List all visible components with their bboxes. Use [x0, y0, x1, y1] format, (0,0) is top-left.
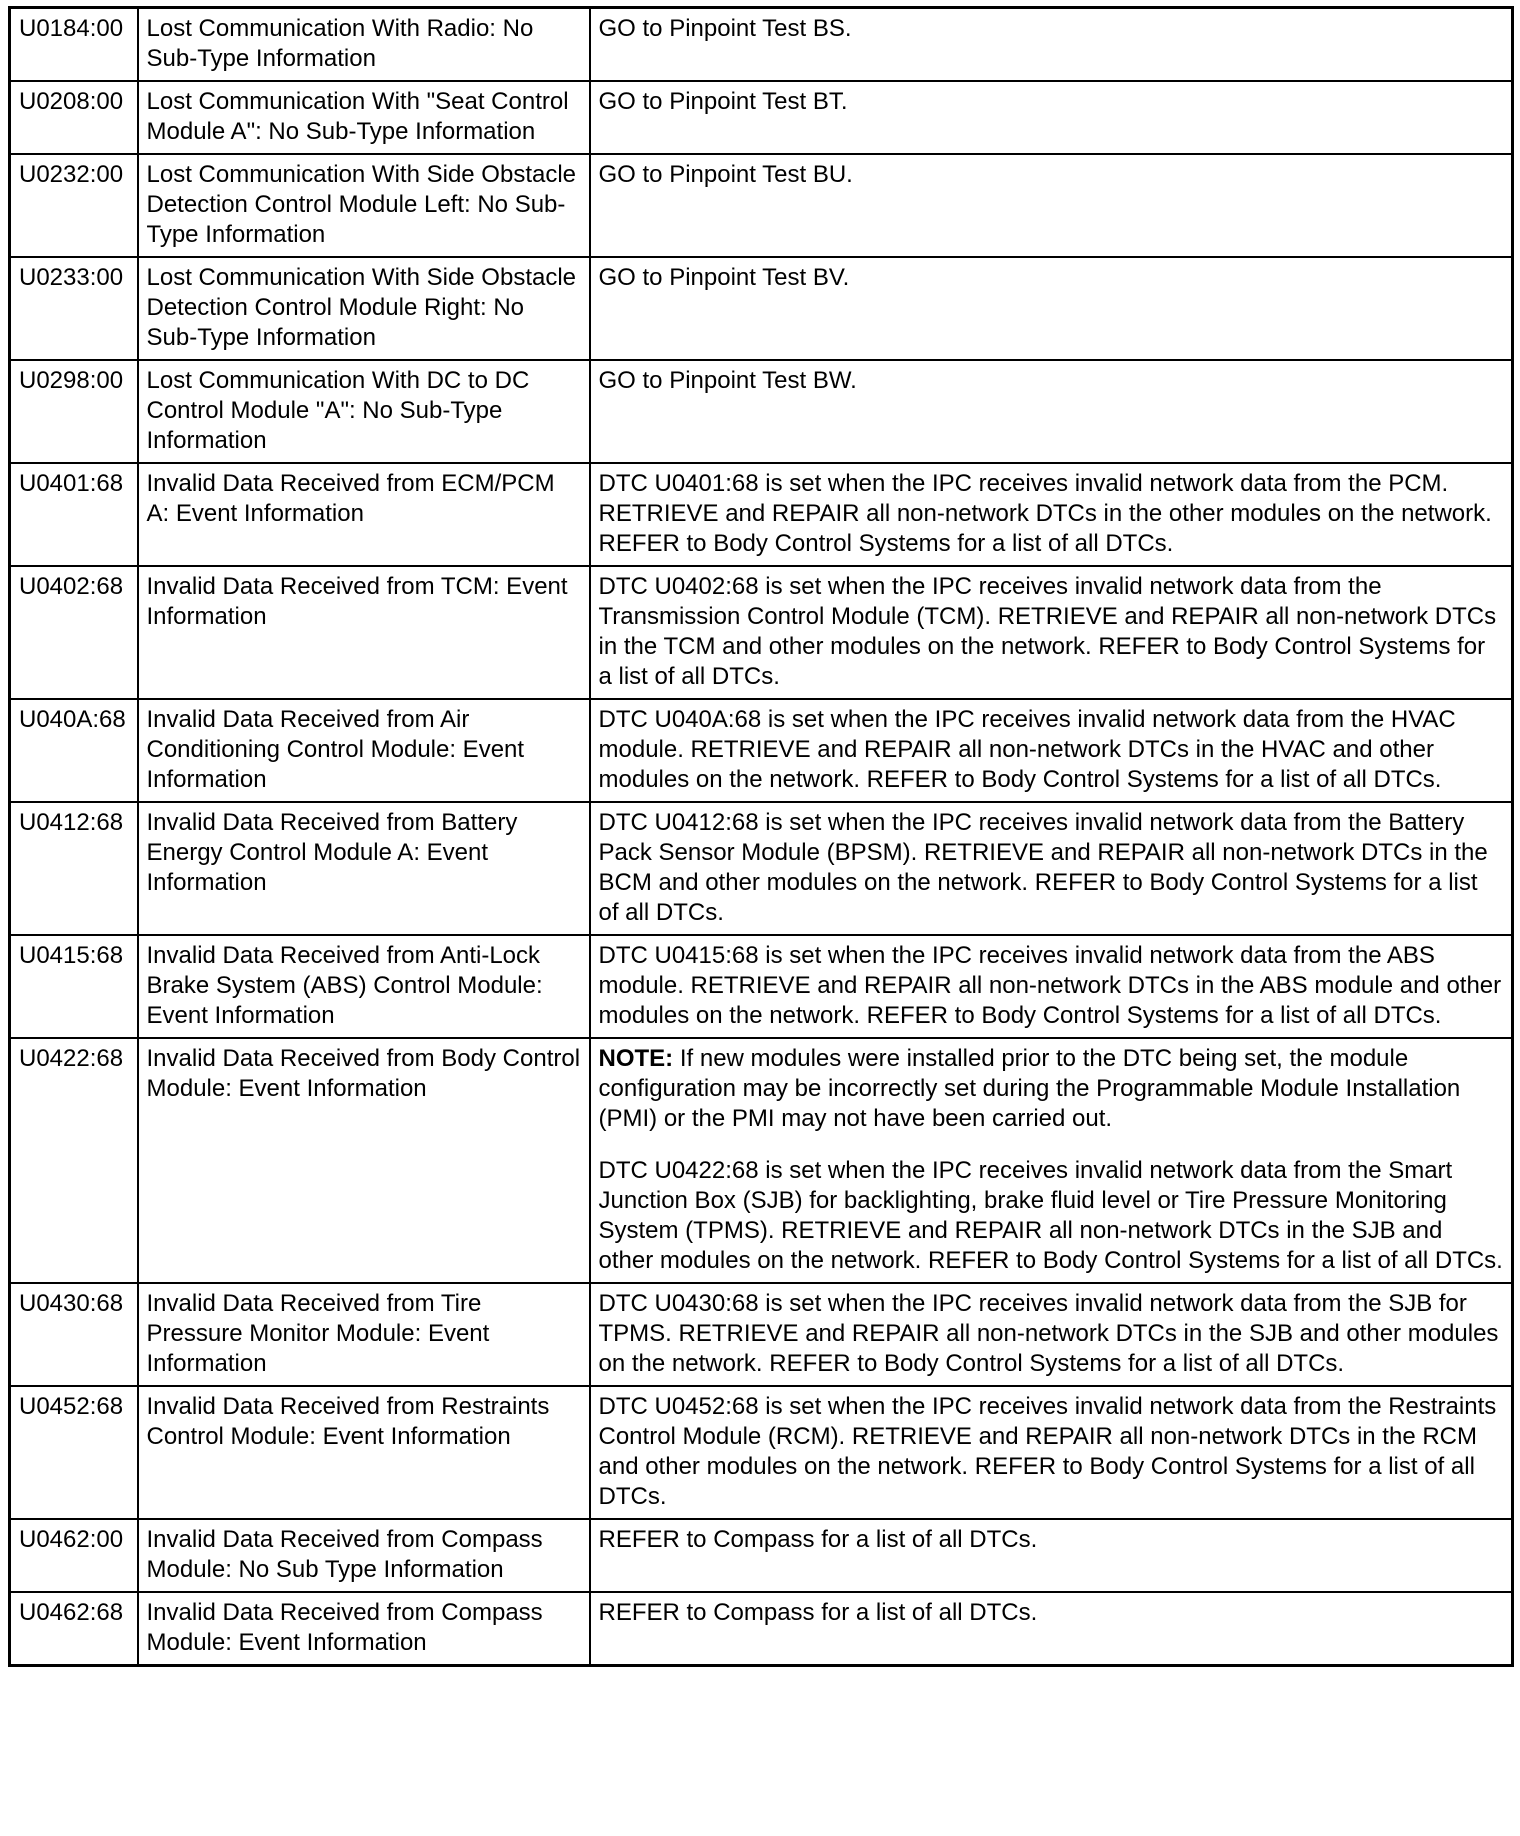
- dtc-action: REFER to Compass for a list of all DTCs.: [590, 1592, 1513, 1666]
- table-row: [10, 154, 1513, 257]
- dtc-description: Lost Communication With Side Obstacle Detection Control Module Left: No Sub-Type Information: [138, 154, 590, 257]
- dtc-description: Invalid Data Received from Tire Pressure Monitor Module: Event Information: [138, 1283, 590, 1386]
- dtc-action: DTC U0412:68 is set when the IPC receives invalid network data from the Battery Pack Sensor Module (BPSM). RETRIEVE and REPAIR all non-network DTCs in the BCM and other modules on the network. REFER to Body Control Systems for a list of all DTCs.: [590, 802, 1513, 935]
- dtc-code: U0233:00: [10, 257, 138, 360]
- dtc-description: Invalid Data Received from Compass Module: No Sub Type Information: [138, 1519, 590, 1592]
- dtc-code: U0232:00: [10, 154, 138, 257]
- dtc-description: Lost Communication With Radio: No Sub-Type Information: [138, 8, 590, 82]
- dtc-code: U0422:68: [10, 1038, 138, 1283]
- dtc-table: [8, 6, 1514, 1667]
- dtc-action: REFER to Compass for a list of all DTCs.: [590, 1519, 1513, 1592]
- dtc-code: U0412:68: [10, 802, 138, 935]
- dtc-code: U0430:68: [10, 1283, 138, 1386]
- table-row: [10, 566, 1513, 699]
- table-row: [10, 935, 1513, 1038]
- dtc-code: U0184:00: [10, 8, 138, 82]
- dtc-description: Invalid Data Received from Restraints Control Module: Event Information: [138, 1386, 590, 1519]
- table-row: [10, 1386, 1513, 1519]
- dtc-action: DTC U0430:68 is set when the IPC receives invalid network data from the SJB for TPMS. RETRIEVE and REPAIR all non-network DTCs in the SJB and other modules on the network. REFER to Body Control Systems for a list of all DTCs.: [590, 1283, 1513, 1386]
- dtc-code: U0401:68: [10, 463, 138, 566]
- dtc-description: Invalid Data Received from Battery Energy Control Module A: Event Information: [138, 802, 590, 935]
- dtc-description: Invalid Data Received from Anti-Lock Brake System (ABS) Control Module: Event Information: [138, 935, 590, 1038]
- table-row: [10, 257, 1513, 360]
- dtc-action: DTC U0402:68 is set when the IPC receives invalid network data from the Transmission Control Module (TCM). RETRIEVE and REPAIR all non-network DTCs in the TCM and other modules on the network. REFER to Body Control Systems for a list of all DTCs.: [590, 566, 1513, 699]
- dtc-description: Lost Communication With "Seat Control Module A": No Sub-Type Information: [138, 81, 590, 154]
- dtc-code: U0462:68: [10, 1592, 138, 1666]
- dtc-action: DTC U040A:68 is set when the IPC receives invalid network data from the HVAC module. RETRIEVE and REPAIR all non-network DTCs in the HVAC and other modules on the network. REFER to Body Control Systems for a list of all DTCs.: [590, 699, 1513, 802]
- dtc-action: [590, 1038, 1513, 1283]
- dtc-action: DTC U0415:68 is set when the IPC receives invalid network data from the ABS module. RETRIEVE and REPAIR all non-network DTCs in the ABS module and other modules on the network. REFER to Body Control Systems for a list of all DTCs.: [590, 935, 1513, 1038]
- dtc-code: U0402:68: [10, 566, 138, 699]
- table-row: [10, 1283, 1513, 1386]
- dtc-code: U0415:68: [10, 935, 138, 1038]
- table-row: [10, 802, 1513, 935]
- dtc-action: GO to Pinpoint Test BV.: [590, 257, 1513, 360]
- table-row: [10, 1592, 1513, 1666]
- dtc-code: U0462:00: [10, 1519, 138, 1592]
- dtc-action: GO to Pinpoint Test BT.: [590, 81, 1513, 154]
- dtc-action: DTC U0452:68 is set when the IPC receives invalid network data from the Restraints Control Module (RCM). RETRIEVE and REPAIR all non-network DTCs in the RCM and other modules on the network. REFER to Body Control Systems for a list of all DTCs.: [590, 1386, 1513, 1519]
- table-row: [10, 1519, 1513, 1592]
- note-text: If new modules were installed prior to the DTC being set, the module configuration may be incorrectly set during the Programmable Module Installation (PMI) or the PMI may not have been carried out.: [598, 1045, 1461, 1132]
- note-label: NOTE:: [598, 1045, 674, 1072]
- dtc-action: DTC U0401:68 is set when the IPC receives invalid network data from the PCM. RETRIEVE and REPAIR all non-network DTCs in the other modules on the network. REFER to Body Control Systems for a list of all DTCs.: [590, 463, 1513, 566]
- dtc-action: GO to Pinpoint Test BW.: [590, 360, 1513, 463]
- dtc-description: Invalid Data Received from Body Control Module: Event Information: [138, 1038, 590, 1283]
- table-row: [10, 699, 1513, 802]
- dtc-code: U0208:00: [10, 81, 138, 154]
- note-paragraph: [599, 1044, 1504, 1134]
- dtc-description: Invalid Data Received from Air Conditioning Control Module: Event Information: [138, 699, 590, 802]
- table-row: [10, 463, 1513, 566]
- dtc-description: Lost Communication With DC to DC Control Module "A": No Sub-Type Information: [138, 360, 590, 463]
- dtc-action: GO to Pinpoint Test BU.: [590, 154, 1513, 257]
- dtc-action: GO to Pinpoint Test BS.: [590, 8, 1513, 82]
- dtc-description: Invalid Data Received from Compass Module: Event Information: [138, 1592, 590, 1666]
- document-page: [8, 6, 1514, 1667]
- dtc-code: U0452:68: [10, 1386, 138, 1519]
- dtc-description: Invalid Data Received from TCM: Event Information: [138, 566, 590, 699]
- dtc-description: Invalid Data Received from ECM/PCM A: Event Information: [138, 463, 590, 566]
- dtc-code: U0298:00: [10, 360, 138, 463]
- table-row: [10, 8, 1513, 82]
- table-row: [10, 360, 1513, 463]
- table-row: [10, 81, 1513, 154]
- dtc-action-text: DTC U0422:68 is set when the IPC receives invalid network data from the Smart Junction Box (SJB) for backlighting, brake fluid level or Tire Pressure Monitoring System (TPMS). RETRIEVE and REPAIR all non-network DTCs in the SJB and other modules on the network. REFER to Body Control Systems for a list of all DTCs.: [598, 1157, 1503, 1274]
- dtc-code: U040A:68: [10, 699, 138, 802]
- dtc-description: Lost Communication With Side Obstacle Detection Control Module Right: No Sub-Type Information: [138, 257, 590, 360]
- table-row: [10, 1038, 1513, 1283]
